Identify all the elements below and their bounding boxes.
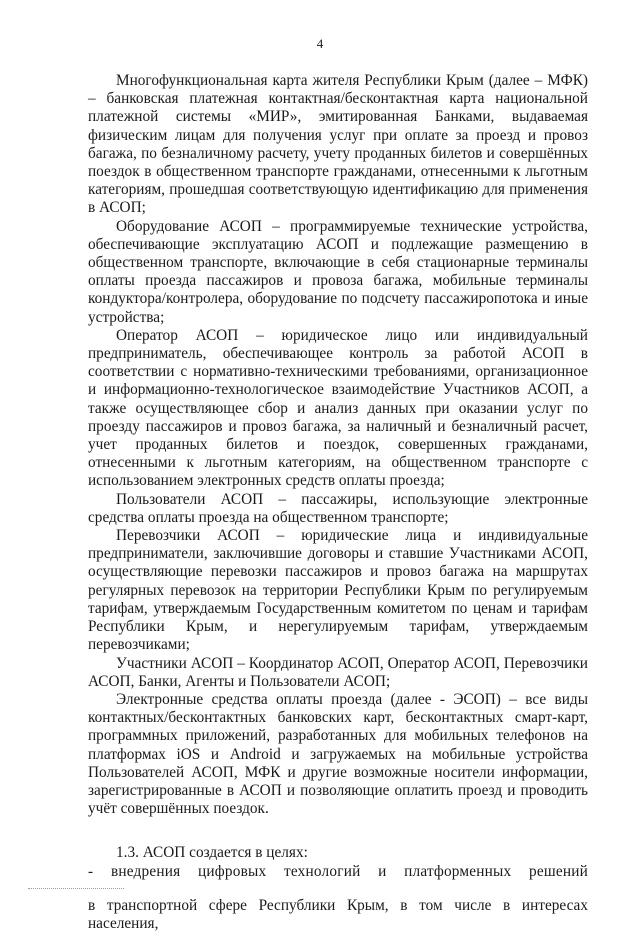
continuation-text: в транспортной сфере Республики Крым, в том числе в интересах населения, <box>88 896 588 932</box>
footnote-divider <box>28 888 124 889</box>
definition-mfk: Многофункциональная карта жителя Республики Крым (далее – МФК) – банковская платежная контактная/бесконтактная карта национальной платежной системы «МИР», эмитированная Банками, выдаваемая физическим лицам для получения услуг при оплате за проезд и провоз багажа, по безналичному расчету, учету проданных билетов и совершённых поездок в общественном транспорте гражданами, отнесенными к льготным категориям, прошедшая соответствующую идентификацию для применения в АСОП; <box>88 72 588 217</box>
document-body <box>88 72 588 933</box>
page-number: 4 <box>316 36 324 51</box>
section-heading: 1.3. АСОП создается в целях: <box>116 844 308 862</box>
definition-equipment: Оборудование АСОП – программируемые технические устройства, обеспечивающие эксплуатацию АСОП и подлежащие размещению в общественном транспорте, включающие в себя стационарные терминалы оплаты проезда пассажиров и провоза багажа, мобильные терминалы кондуктора/контролера, оборудование по подсчету пассажиропотока и иные устройства; <box>88 217 588 326</box>
definition-carriers: Перевозчики АСОП – юридические лица и индивидуальные предприниматели, заключившие договоры и ставшие Участниками АСОП, осуществляющие перевозки пассажиров и провоз багажа на маршрутах регулярных перевозок на территории Республики Крым по регулируемым тарифам, утверждаемым Государственным комитетом по ценам и тарифам Республики Крым, и нерегулируемым тарифам, утверждаемым перевозчиками; <box>88 527 588 654</box>
definition-operator: Оператор АСОП – юридическое лицо или индивидуальный предприниматель, обеспечивающее контроль за работой АСОП в соответствии с нормативно-техническими требованиями, организационное и информационно-технологическое взаимодействие Участников АСОП, а также осуществляющее сбор и анализ данных при оказании услуг по проезду пассажиров и провоз багажа, за наличный и безналичный расчет, учет проданных билетов и поездок, совершенных гражданами, отнесенными к льготным категориям, на общественном транспорте с использованием электронных средств оплаты проезда; <box>88 326 588 490</box>
definition-users: Пользователи АСОП – пассажиры, использующие электронные средства оплаты проезда на общественном транспорте; <box>88 490 588 526</box>
definition-esop: Электронные средства оплаты проезда (далее - ЭСОП) – все виды контактных/бесконтактных банковских карт, бесконтактных смарт-карт, программных приложений, разработанных для мобильных телефонов на платформах iOS и Android и загружаемых на мобильные устройства Пользователей АСОП, МФК и другие возможные носители информации, зарегистрированные в АСОП и позволяющие оплатить проезд и проводить учёт совершённых поездок. <box>88 690 588 818</box>
list-item: - внедрения цифровых технологий и платформенных решений <box>88 862 588 880</box>
definition-participants: Участники АСОП – Координатор АСОП, Оператор АСОП, Перевозчики АСОП, Банки, Агенты и Пользователи АСОП; <box>88 654 588 690</box>
